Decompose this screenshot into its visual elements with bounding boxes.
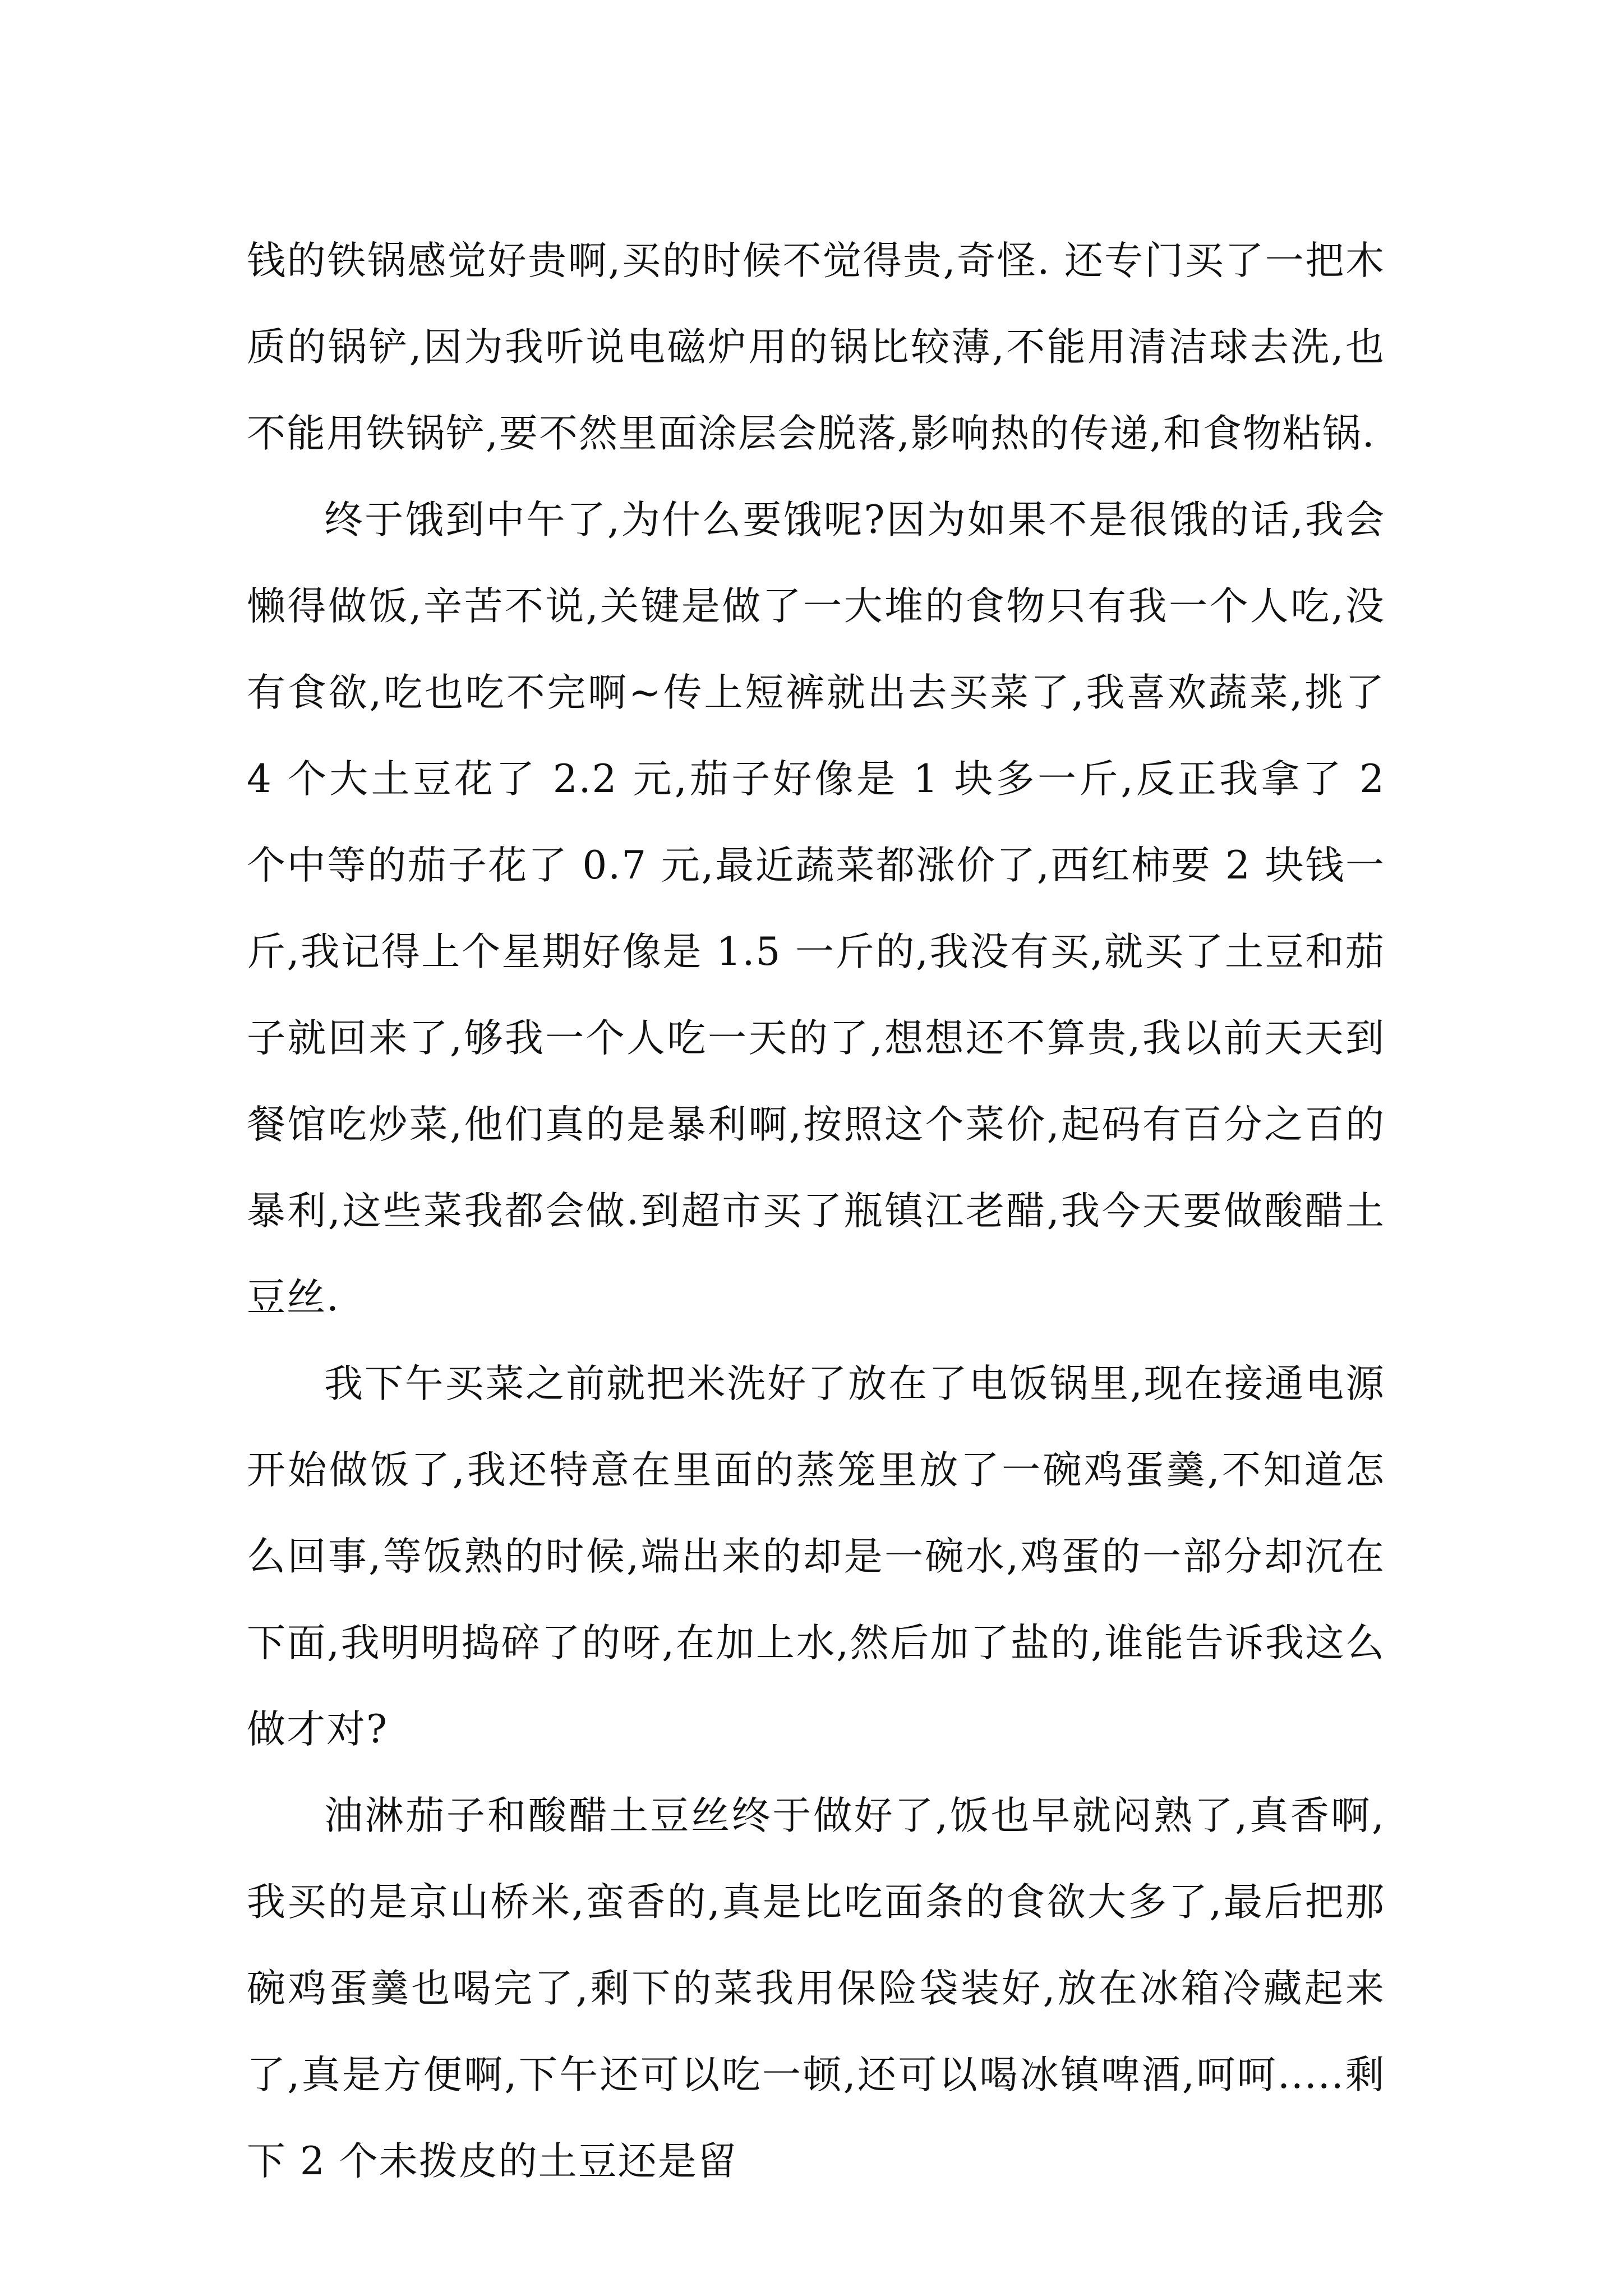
paragraph-4: 油淋茄子和酸醋土豆丝终于做好了,饭也早就闷熟了,真香啊,我买的是京山桥米,蛮香的,真是比吃面条的食欲大多了,最后把那碗鸡蛋羹也喝完了,剩下的菜我用保险袋装好,放在冰箱冷藏起来了,真是方便啊,下午还可以吃一顿,还可以喝冰镇啤酒,呵呵.....剩下 2 个未拨皮的土豆还是留 <box>247 1793 1385 2184</box>
paragraph-2: 终于饿到中午了,为什么要饿呢?因为如果不是很饿的话,我会懒得做饭,辛苦不说,关键是做了一大堆的食物只有我一个人吃,没有食欲,吃也吃不完啊~传上短裤就出去买菜了,我喜欢蔬菜,挑了 4 个大土豆花了 2.2 元,茄子好像是 1 块多一斤,反正我拿了 2 个中等的茄子花了 0.7 元,最近蔬菜都涨价了,西红柿要 2 块钱一斤,我记得上个星期好像是 1.5 一斤的,我没有买,就买了土豆和茄子就回来了,够我一个人吃一天的了,想想还不算贵,我以前天天到餐馆吃炒菜,他们真的是暴利啊,按照这个菜价,起码有百分之百的暴利,这些菜我都会做.到超市买了瓶镇江老醋,我今天要做酸醋土豆丝. <box>247 498 1385 1320</box>
document-body <box>247 218 1385 2205</box>
paragraph-1: 钱的铁锅感觉好贵啊,买的时候不觉得贵,奇怪. 还专门买了一把木质的锅铲,因为我听说电磁炉用的锅比较薄,不能用清洁球去洗,也不能用铁锅铲,要不然里面涂层会脱落,影响热的传递,和食物粘锅. <box>247 238 1385 456</box>
paragraph-3: 我下午买菜之前就把米洗好了放在了电饭锅里,现在接通电源开始做饭了,我还特意在里面的蒸笼里放了一碗鸡蛋羹,不知道怎么回事,等饭熟的时候,端出来的却是一碗水,鸡蛋的一部分却沉在下面,我明明捣碎了的呀,在加上水,然后加了盐的,谁能告诉我这么做才对? <box>247 1361 1385 1752</box>
